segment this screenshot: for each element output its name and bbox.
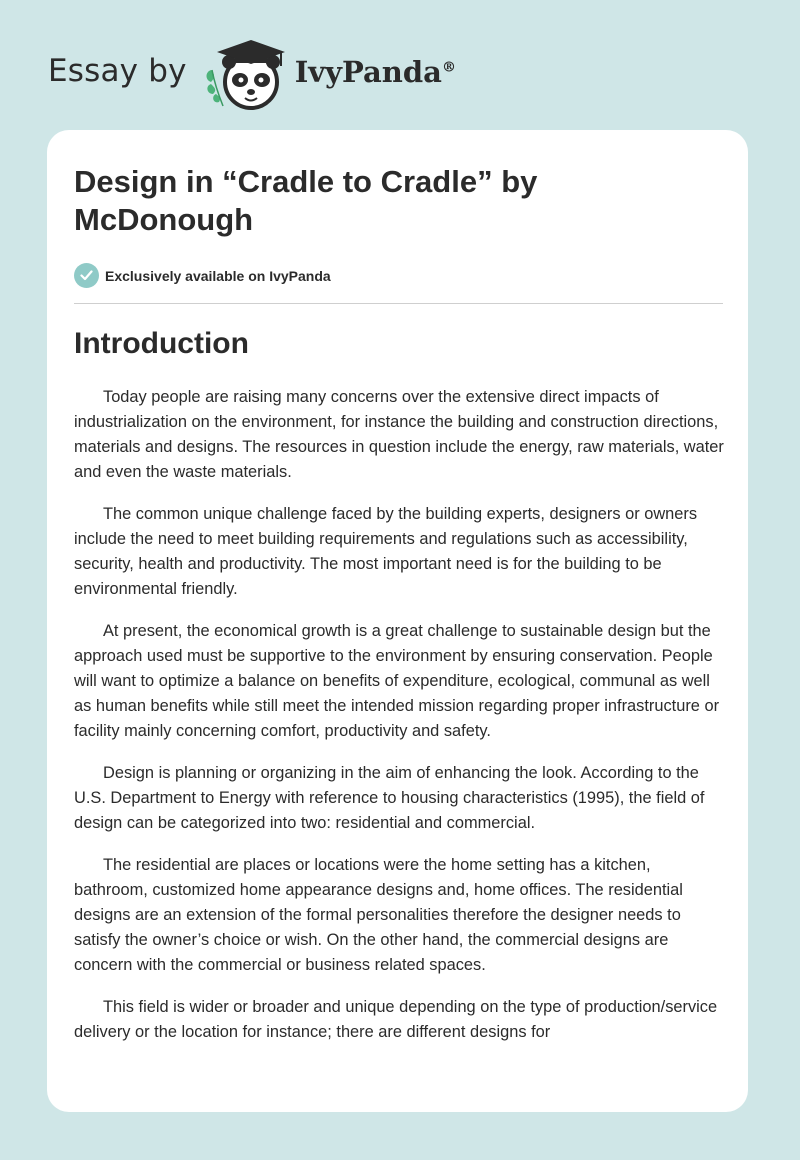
paragraph: At present, the economical growth is a great challenge to sustainable design but the approach used must be supportive to the environment by ensuring conservation. People will want to optimize a balance on benefits of expenditure, ecological, communal as well as human benefits while still meet the intended mission regarding proper infrastructure or facility mainly concerning comfort, productivity and safety. <box>74 622 720 740</box>
section-heading: Introduction <box>74 327 249 360</box>
paragraph: Design is planning or organizing in the aim of enhancing the look. According to the U.S. Department to Energy with reference to housing characteristics (1995), the field of design can be categorized into two: residential and commercial. <box>74 764 705 832</box>
exclusive-badge <box>74 263 331 288</box>
paragraph: The common unique challenge faced by the building experts, designers or owners include the need to meet building requirements and regulations such as accessibility, security, health and productivity. The most important need is for the building to be environmental friendly. <box>74 505 698 598</box>
essay-title: Design in “Cradle to Cradle” by McDonough <box>74 164 538 237</box>
paragraph: The residential are places or locations were the home setting has a kitchen, bathroom, customized home appearance designs and, home offices. The residential designs are an extension of the formal personalities therefore the designer needs to satisfy the owner’s choice or wish. On the other hand, the commercial designs are concern with the commercial or business related spaces. <box>74 856 683 974</box>
ivypanda-logo[interactable] <box>201 36 456 112</box>
panda-mascot-icon <box>201 36 289 112</box>
paragraph: Today people are raising many concerns over the extensive direct impacts of industrialization on the environment, for instance the building and construction directions, materials and designs. The resources in question include the energy, raw materials, water and even the waste materials. <box>74 388 724 481</box>
exclusive-badge-text: Exclusively available on IvyPanda <box>105 267 331 284</box>
site-header <box>48 34 456 114</box>
paragraph: This field is wider or broader and unique depending on the type of production/service delivery or the location for instance; there are different designs for <box>74 998 718 1041</box>
essay-body <box>74 385 724 1062</box>
check-icon <box>74 263 99 288</box>
essay-by-label: Essay by <box>48 53 187 89</box>
brand-name: IvyPanda® <box>294 55 456 89</box>
essay-card <box>47 130 748 1112</box>
divider <box>74 303 723 304</box>
registered-mark: ® <box>441 59 456 76</box>
